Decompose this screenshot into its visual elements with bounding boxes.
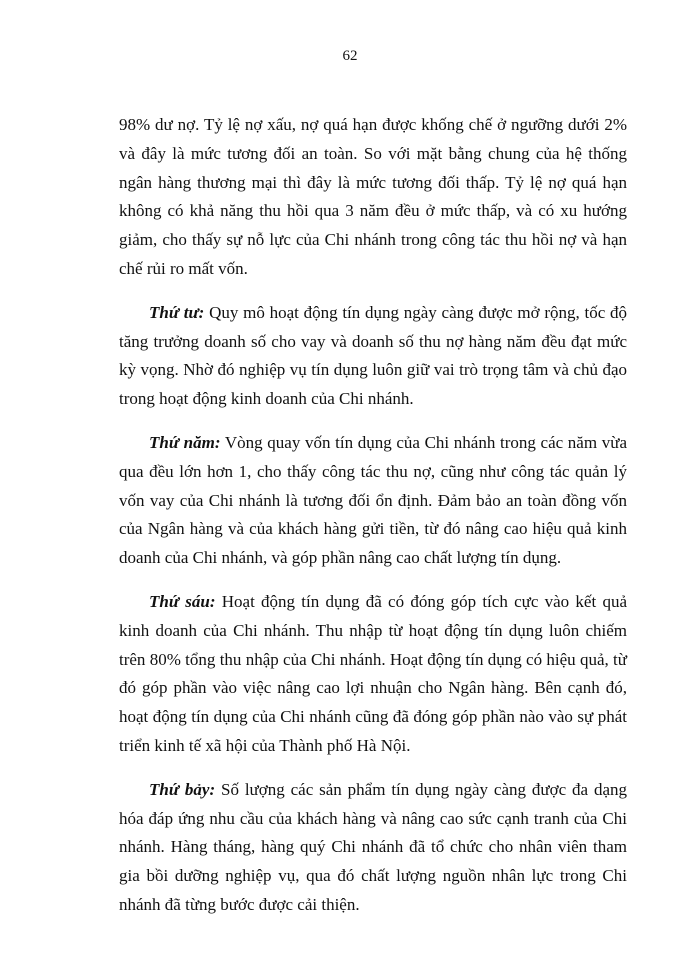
paragraph-thu-bay (119, 776, 627, 920)
paragraph-lead: Thứ bảy: (149, 779, 216, 799)
paragraph-lead: Thứ tư: (149, 302, 205, 322)
paragraph-thu-nam (119, 429, 627, 573)
paragraph-text: Hoạt động tín dụng đã có đóng góp tích cực vào kết quả kinh doanh của Chi nhánh. Thu nhập từ hoạt động tín dụng luôn chiếm trên 80% tổng thu nhập của Chi nhánh. Hoạt động tín dụng có hiệu quả, từ đó góp phần vào việc nâng cao lợi nhuận cho Ngân hàng. Bên cạnh đó, hoạt động tín dụng của Chi nhánh cũng đã đóng góp phần nào vào sự phát triển kinh tế xã hội của Thành phố Hà Nội. (119, 591, 627, 755)
page-number: 62 (342, 48, 358, 64)
paragraph-text: Quy mô hoạt động tín dụng ngày càng được mở rộng, tốc độ tăng trưởng doanh số cho vay và doanh số thu nợ hàng năm đều đạt mức kỳ vọng. Nhờ đó nghiệp vụ tín dụng luôn giữ vai trò trọng tâm và chủ đạo trong hoạt động kinh doanh của Chi nhánh. (119, 302, 627, 409)
paragraph-text: Số lượng các sản phẩm tín dụng ngày càng được đa dạng hóa đáp ứng nhu cầu của khách hàng và nâng cao sức cạnh tranh của Chi nhánh. Hàng tháng, hàng quý Chi nhánh đã tổ chức cho nhân viên tham gia bồi dưỡng nghiệp vụ, qua đó chất lượng nguồn nhân lực trong Chi nhánh đã từng bước được cải thiện. (119, 779, 627, 914)
paragraph-thu-sau (119, 588, 627, 761)
paragraph-text: 98% dư nợ. Tỷ lệ nợ xấu, nợ quá hạn được khống chế ở ngưỡng dưới 2% và đây là mức tương đối an toàn. So với mặt bằng chung của hệ thống ngân hàng thương mại thì đây là mức tương đối thấp. Tỷ lệ nợ quá hạn không có khả năng thu hồi qua 3 năm đều ở mức thấp, và có xu hướng giảm, cho thấy sự nỗ lực của Chi nhánh trong công tác thu hồi nợ và hạn chế rủi ro mất vốn. (119, 115, 627, 278)
paragraph-thu-tu (119, 299, 627, 414)
paragraph-lead: Thứ năm: (149, 432, 221, 452)
paragraph-continuation (119, 111, 627, 284)
document-body (119, 111, 627, 935)
paragraph-text: Vòng quay vốn tín dụng của Chi nhánh trong các năm vừa qua đều lớn hơn 1, cho thấy công tác thu nợ, cũng như công tác quản lý vốn vay của Chi nhánh là tương đối ổn định. Đảm bảo an toàn đồng vốn của Ngân hàng và của khách hàng gửi tiền, từ đó nâng cao hiệu quả kinh doanh của Chi nhánh, và góp phần nâng cao chất lượng tín dụng. (119, 432, 627, 568)
paragraph-lead: Thứ sáu: (149, 591, 216, 611)
